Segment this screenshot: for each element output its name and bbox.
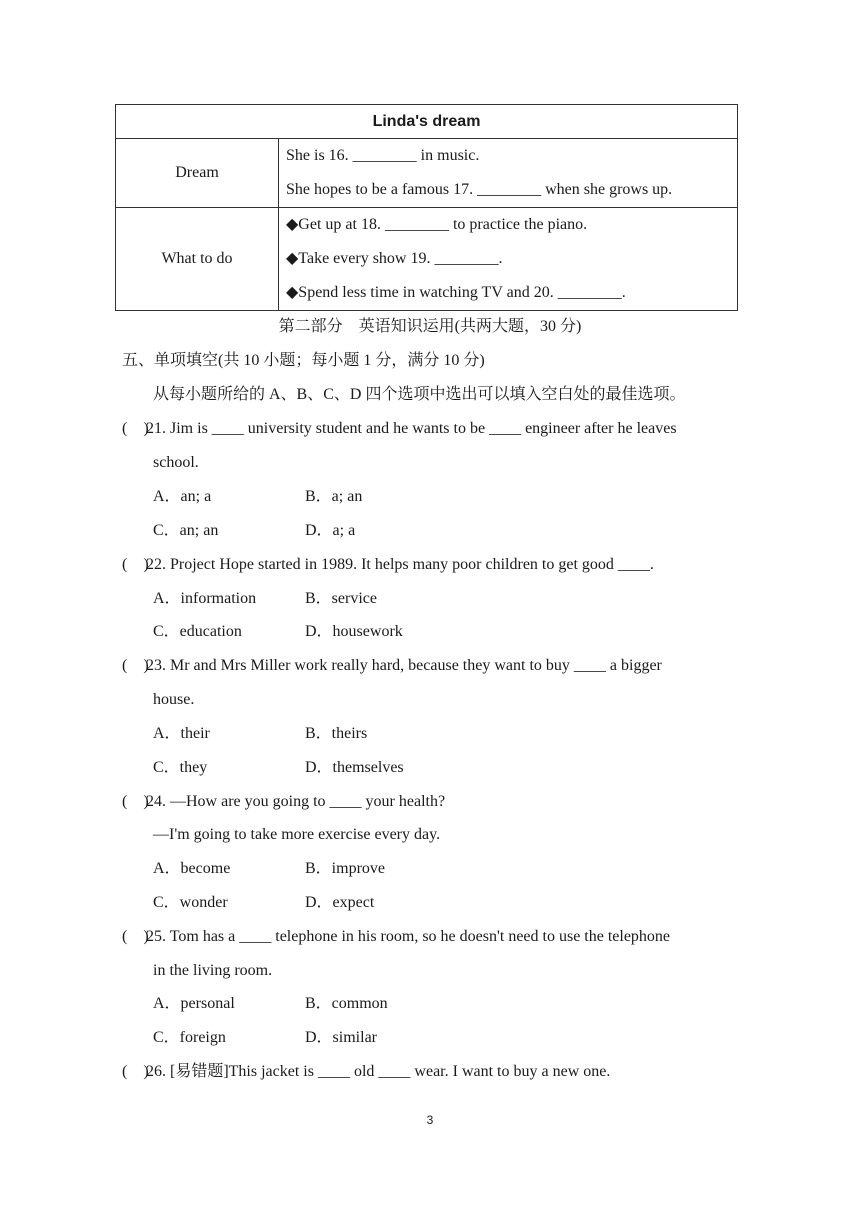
option-d: D．housework — [305, 623, 403, 640]
answer-paren[interactable]: ( ) — [122, 556, 149, 573]
page-number: 3 — [426, 1113, 434, 1127]
option-a: A．become — [153, 860, 231, 877]
option-a: A．an; a — [153, 488, 212, 505]
question-24-cont: —I'm going to take more exercise every day. — [153, 826, 441, 843]
option-b: B．service — [305, 590, 377, 607]
question-text: 24. —How are you going to ____ your health? — [146, 793, 446, 810]
question-26 — [122, 1062, 610, 1082]
question-24 — [122, 792, 445, 812]
question-22 — [122, 555, 654, 575]
question-21-cont: school. — [153, 454, 199, 471]
answer-paren[interactable]: ( ) — [122, 1063, 149, 1080]
blank-18-line: ◆Get up at 18. ________ to practice the piano. — [286, 216, 588, 233]
option-a: A．their — [153, 725, 210, 742]
answer-paren[interactable]: ( ) — [122, 657, 149, 674]
question-25-cont: in the living room. — [153, 962, 273, 979]
table-title: Linda's dream — [116, 105, 738, 139]
option-c: C．foreign — [153, 1029, 226, 1046]
answer-paren[interactable]: ( ) — [122, 928, 149, 945]
question-text: 25. Tom has a ____ telephone in his room, so he doesn't need to use the telephone — [146, 928, 671, 945]
question-text: 26. [易错题]This jacket is ____ old ____ wear. I want to buy a new one. — [146, 1063, 611, 1080]
option-c: C．an; an — [153, 522, 219, 539]
option-c: C．wonder — [153, 894, 228, 911]
option-b: B．common — [305, 995, 388, 1012]
part-two-heading: 第二部分 英语知识运用(共两大题，30 分) — [278, 318, 582, 335]
question-21 — [122, 419, 677, 439]
answer-paren[interactable]: ( ) — [122, 420, 149, 437]
answer-paren[interactable]: ( ) — [122, 793, 149, 810]
question-text: 23. Mr and Mrs Miller work really hard, because they want to buy ____ a bigger — [146, 657, 662, 674]
option-a: A．information — [153, 590, 257, 607]
option-b: B．improve — [305, 860, 385, 877]
row-label-dream: Dream — [116, 139, 279, 208]
blank-17-line: She hopes to be a famous 17. ________ when she grows up. — [286, 181, 673, 198]
row-label-what-to-do: What to do — [116, 208, 279, 311]
section-five-instruction: 从每小题所给的 A、B、C、D 四个选项中选出可以填入空白处的最佳选项。 — [153, 386, 686, 403]
row-content-dream — [279, 139, 738, 208]
row-content-what-to-do — [279, 208, 738, 311]
option-d: D．similar — [305, 1029, 377, 1046]
question-23-cont: house. — [153, 691, 195, 708]
option-d: D．a; a — [305, 522, 356, 539]
option-d: D．themselves — [305, 759, 404, 776]
option-c: C．they — [153, 759, 208, 776]
blank-19-line: ◆Take every show 19. ________. — [286, 250, 503, 267]
blank-20-line: ◆Spend less time in watching TV and 20. ________. — [286, 284, 626, 301]
question-text: 22. Project Hope started in 1989. It helps many poor children to get good ____. — [146, 556, 654, 573]
question-text: 21. Jim is ____ university student and he wants to be ____ engineer after he leaves — [146, 420, 677, 437]
option-c: C．education — [153, 623, 242, 640]
option-a: A．personal — [153, 995, 235, 1012]
lindas-dream-table — [115, 104, 738, 311]
blank-16-line: She is 16. ________ in music. — [286, 147, 480, 164]
option-b: B．a; an — [305, 488, 363, 505]
question-25 — [122, 927, 670, 947]
section-five-title: 五、单项填空(共 10 小题；每小题 1 分，满分 10 分) — [122, 352, 485, 369]
option-b: B．theirs — [305, 725, 368, 742]
option-d: D．expect — [305, 894, 375, 911]
question-23 — [122, 656, 662, 676]
